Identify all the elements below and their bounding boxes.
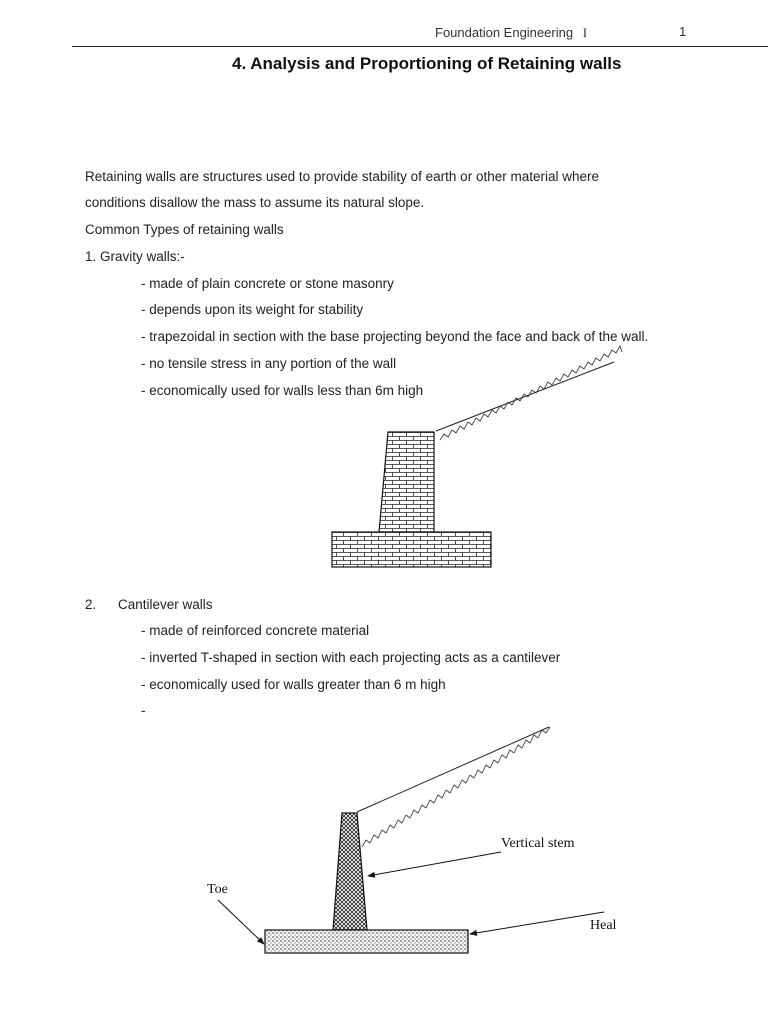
gravity-wall-stem (379, 432, 434, 532)
gravity-wall-figure (332, 346, 622, 567)
gravity-wall-base (332, 532, 491, 567)
gravity-heading: 1. Gravity walls:- (85, 249, 185, 264)
cantilever-bullet: - made of reinforced concrete material (141, 623, 370, 638)
gravity-bullet: - depends upon its weight for stability (141, 302, 364, 317)
stem-arrow (368, 852, 501, 876)
gravity-bullet: - no tensile stress in any portion of the wall (141, 356, 397, 371)
page-title: 4. Analysis and Proportioning of Retaining walls (232, 54, 622, 73)
cantilever-number: 2. (85, 597, 97, 612)
label-heel: Heal (590, 918, 617, 933)
label-toe: Toe (207, 882, 228, 897)
cantilever-bullet: - (141, 703, 146, 718)
cantilever-bullet: - inverted T-shaped in section with each projecting acts as a cantilever (141, 650, 561, 665)
header-course-suffix: I (582, 25, 588, 40)
vertical-stem (333, 813, 367, 930)
heel-arrow (470, 912, 604, 934)
backfill-slope (436, 346, 622, 440)
cantilever-heading: Cantilever walls (118, 597, 213, 612)
backfill-slope (357, 727, 550, 847)
gravity-bullet: - trapezoidal in section with the base projecting beyond the face and back of the wall. (141, 329, 649, 344)
toe-arrow (218, 900, 264, 944)
label-vertical-stem: Vertical stem (501, 836, 575, 851)
intro-line-2: conditions disallow the mass to assume its natural slope. (85, 195, 425, 210)
cantilever-bullet: - economically used for walls greater than 6 m high (141, 677, 446, 692)
intro-line-1: Retaining walls are structures used to provide stability of earth or other material where (85, 169, 599, 184)
base-slab (265, 930, 468, 953)
gravity-bullet: - economically used for walls less than 6m high (141, 383, 424, 398)
gravity-bullet: - made of plain concrete or stone masonry (141, 276, 394, 291)
page-number: 1 (679, 24, 687, 39)
header-course: Foundation Engineering (435, 25, 574, 40)
types-heading: Common Types of retaining walls (85, 222, 284, 237)
